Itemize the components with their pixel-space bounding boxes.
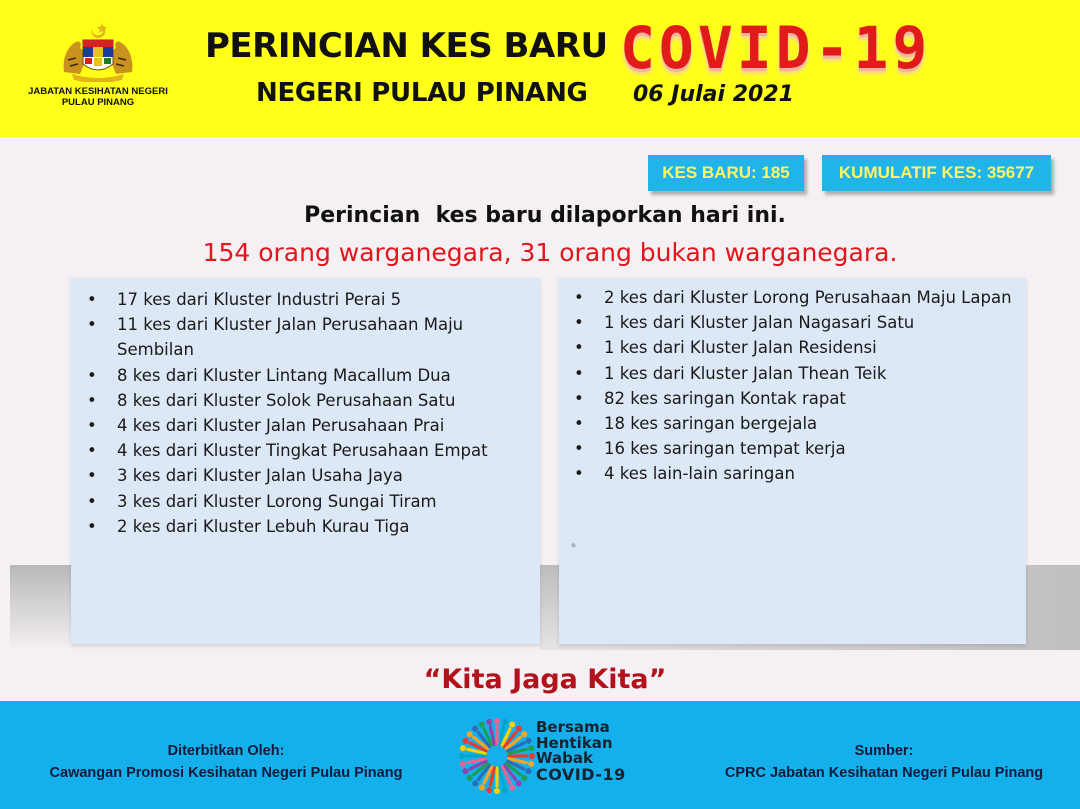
cluster-list-right-panel (559, 278, 1026, 644)
logo-head (472, 726, 478, 732)
bullet-icon: • (87, 315, 97, 335)
publisher-block (24, 740, 428, 784)
logo-line4: COVID-19 (536, 764, 626, 784)
logo-head (509, 721, 515, 727)
logo-head (494, 718, 500, 724)
covid-heading: COVID-19 (620, 14, 932, 82)
logo-head (494, 788, 500, 794)
logo-head (521, 775, 527, 781)
page-title: PERINCIAN KES BARU (205, 26, 608, 66)
list-item-text: 1 kes dari Kluster Jalan Residensi (604, 338, 877, 358)
bullet-icon: • (87, 416, 97, 436)
list-item (87, 312, 537, 362)
logo-head (516, 726, 522, 732)
bullet-icon: • (574, 313, 584, 333)
logo-head (479, 721, 485, 727)
list-item-text: 8 kes dari Kluster Solok Perusahaan Satu (117, 390, 456, 410)
page-subtitle-state: NEGERI PULAU PINANG (256, 78, 588, 108)
list-item-text: 4 kes dari Kluster Jalan Perusahaan Prai (117, 416, 445, 436)
list-item (574, 361, 1014, 386)
bullet-icon: • (574, 464, 584, 484)
department-line2: PULAU PINANG (61, 97, 135, 108)
list-item (87, 438, 537, 463)
bullet-icon: • (87, 466, 97, 486)
logo-head (526, 768, 532, 774)
cumulative-cases-badge: KUMULATIF KES: 35677 (822, 155, 1051, 191)
list-item-text: 2 kes dari Kluster Lorong Perusahaan Maju Lapan (604, 288, 1012, 307)
list-item (574, 310, 1014, 335)
list-item (87, 388, 537, 413)
logo-head (502, 719, 508, 725)
logo-head (479, 785, 485, 791)
list-item (87, 287, 537, 312)
new-cases-badge: KES BARU: 185 (648, 155, 804, 191)
logo-head (509, 785, 515, 791)
citizenship-breakdown: 154 orang warganegara, 31 orang bukan warganegara. (202, 238, 898, 267)
publisher-name: Cawangan Promosi Kesihatan Negeri Pulau Pinang (49, 765, 403, 781)
slogan: “Kita Jaga Kita” (423, 664, 667, 695)
logo-head (521, 731, 527, 737)
list-item-text: 11 kes dari Kluster Jalan Perusahaan Maju Sembilan (117, 315, 464, 360)
bullet-icon: • (87, 516, 97, 536)
logo-head (462, 738, 468, 744)
section-heading: Perincian kes baru dilaporkan hari ini. (304, 203, 786, 228)
bullet-icon: • (87, 491, 97, 511)
cluster-list-left-panel (71, 278, 540, 644)
logo-head (516, 780, 522, 786)
logo-head (528, 745, 534, 751)
list-item (574, 461, 1014, 486)
bullet-icon: • (574, 288, 584, 307)
bullet-icon: • (574, 338, 584, 358)
bullet-icon: • (87, 290, 97, 309)
logo-head (502, 787, 508, 793)
list-item-text: 2 kes dari Kluster Lebuh Kurau Tiga (117, 516, 410, 536)
logo-wordmark (536, 720, 626, 782)
list-item (574, 285, 1014, 310)
list-item (574, 411, 1014, 436)
department-name (12, 86, 184, 108)
logo-line3: Wabak (536, 749, 593, 767)
logo-line1: Bersama (536, 718, 610, 736)
list-item (574, 335, 1014, 360)
bullet-icon: • (87, 390, 97, 410)
logo-head (459, 753, 465, 759)
bullet-icon: • (574, 363, 584, 383)
list-item-text: 4 kes dari Kluster Tingkat Perusahaan Empat (117, 441, 488, 461)
department-line1: JABATAN KESIHATAN NEGERI (28, 86, 168, 97)
list-item-text: 8 kes dari Kluster Lintang Macallum Dua (117, 365, 451, 385)
list-item-text: 18 kes saringan bergejala (604, 414, 818, 434)
list-item (87, 363, 537, 388)
bullet-icon: • (574, 439, 584, 459)
bullet-icon: • (87, 365, 97, 385)
report-date: 06 Julai 2021 (633, 82, 794, 107)
list-item-text: 1 kes dari Kluster Jalan Thean Teik (604, 363, 887, 383)
logo-head (486, 719, 492, 725)
bullet-icon: • (87, 441, 97, 461)
cluster-list-right (574, 285, 1014, 487)
list-item-text: 1 kes dari Kluster Jalan Nagasari Satu (604, 313, 915, 333)
source-label: Sumber: (854, 743, 914, 759)
logo-head (526, 738, 532, 744)
logo-head (528, 761, 534, 767)
list-item-text: 17 kes dari Kluster Industri Perai 5 (117, 290, 402, 309)
logo-head (486, 787, 492, 793)
logo-line2: Hentikan (536, 733, 613, 752)
bersama-hentikan-wabak-logo-icon (457, 716, 537, 796)
list-item-text: 16 kes saringan tempat kerja (604, 439, 846, 459)
source-name: CPRC Jabatan Kesihatan Negeri Pulau Pinang (724, 765, 1044, 781)
list-item (87, 489, 537, 514)
cluster-list-left (87, 287, 537, 539)
list-item-text: 3 kes dari Kluster Jalan Usaha Jaya (117, 466, 403, 486)
source-block (712, 740, 1056, 784)
list-item-text: 3 kes dari Kluster Lorong Sungai Tiram (117, 491, 437, 511)
publisher-label: Diterbitkan Oleh: (167, 743, 285, 759)
list-item-text: 4 kes lain-lain saringan (604, 464, 795, 484)
bullet-icon: • (574, 388, 584, 408)
logo-head (462, 768, 468, 774)
empty-bullet-icon: • (569, 537, 578, 555)
logo-head (467, 731, 473, 737)
list-item-text: 82 kes saringan Kontak rapat (604, 388, 846, 408)
list-item (574, 436, 1014, 461)
logo-head (529, 753, 535, 759)
coat-of-arms-icon (58, 20, 138, 82)
list-item (574, 386, 1014, 411)
list-item (87, 514, 537, 539)
logo-head (467, 775, 473, 781)
logo-head (472, 780, 478, 786)
logo-head (460, 761, 466, 767)
logo-head (460, 745, 466, 751)
list-item (87, 463, 537, 488)
bullet-icon: • (574, 414, 584, 434)
list-item (87, 413, 537, 438)
